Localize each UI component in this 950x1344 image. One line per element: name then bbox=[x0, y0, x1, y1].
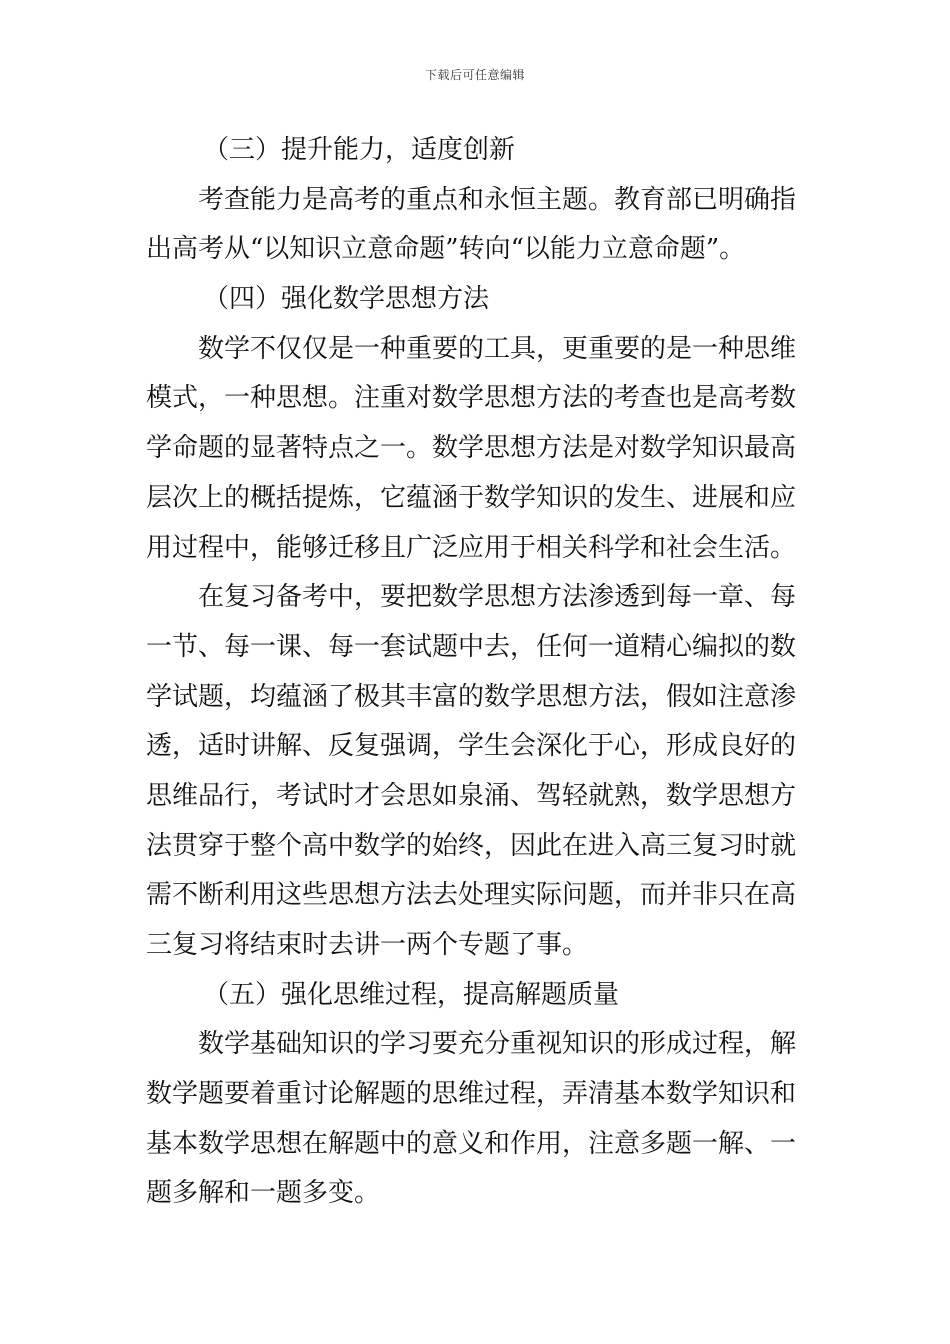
paragraph-line: 需不断利用这些思想方法去处理实际问题，而并非只在高 bbox=[146, 880, 797, 911]
paragraph-line: 学命题的显著特点之一。数学思想方法是对数学知识最高 bbox=[146, 433, 797, 464]
page-header: 下载后可任意编辑 bbox=[424, 68, 525, 82]
section-heading-3: （三）提升能力，适度创新 bbox=[203, 135, 516, 165]
section-heading-5: （五）强化思维过程，提高解题质量 bbox=[203, 979, 620, 1010]
section-heading-4: （四）强化数学思想方法 bbox=[203, 284, 490, 315]
paragraph-line: 在复习备考中，要把数学思想方法渗透到每一章、每 bbox=[198, 582, 797, 613]
paragraph-line: 基本数学思想在解题中的意义和作用，注意多题一解、一 bbox=[146, 1128, 797, 1159]
paragraph-line: 层次上的概括提炼，它蕴涵于数学知识的发生、进展和应 bbox=[146, 482, 797, 513]
paragraph-line: 题多解和一题多变。 bbox=[146, 1178, 381, 1209]
paragraph-line: 透，适时讲解、反复强调，学生会深化于心，形成良好的 bbox=[146, 731, 797, 762]
paragraph-line: 出高考从“以知识立意命题”转向“以能力立意命题”。 bbox=[146, 234, 746, 265]
paragraph-line: 数学基础知识的学习要充分重视知识的形成过程，解 bbox=[198, 1029, 797, 1060]
paragraph-line: 考查能力是高考的重点和永恒主题。教育部已明确指 bbox=[198, 184, 797, 215]
paragraph-line: 学试题，均蕴涵了极其丰富的数学思想方法，假如注意渗 bbox=[146, 681, 797, 712]
paragraph-line: 思维品行，考试时才会思如泉涌、驾轻就熟，数学思想方 bbox=[146, 780, 797, 811]
paragraph-line: 法贯穿于整个高中数学的始终，因此在进入高三复习时就 bbox=[146, 830, 797, 861]
paragraph-line: 数学不仅仅是一种重要的工具，更重要的是一种思维 bbox=[198, 333, 797, 364]
document-body bbox=[146, 130, 806, 1223]
paragraph-line: 数学题要着重讨论解题的思维过程，弄清基本数学知识和 bbox=[146, 1079, 797, 1110]
paragraph-line: 三复习将结束时去讲一两个专题了事。 bbox=[146, 930, 589, 960]
paragraph-line: 一节、每一课、每一套试题中去，任何一道精心编拟的数 bbox=[146, 631, 797, 662]
paragraph-line: 用过程中，能够迁移且广泛应用于相关科学和社会生活。 bbox=[146, 532, 797, 563]
paragraph-line: 模式，一种思想。注重对数学思想方法的考查也是高考数 bbox=[146, 383, 797, 414]
